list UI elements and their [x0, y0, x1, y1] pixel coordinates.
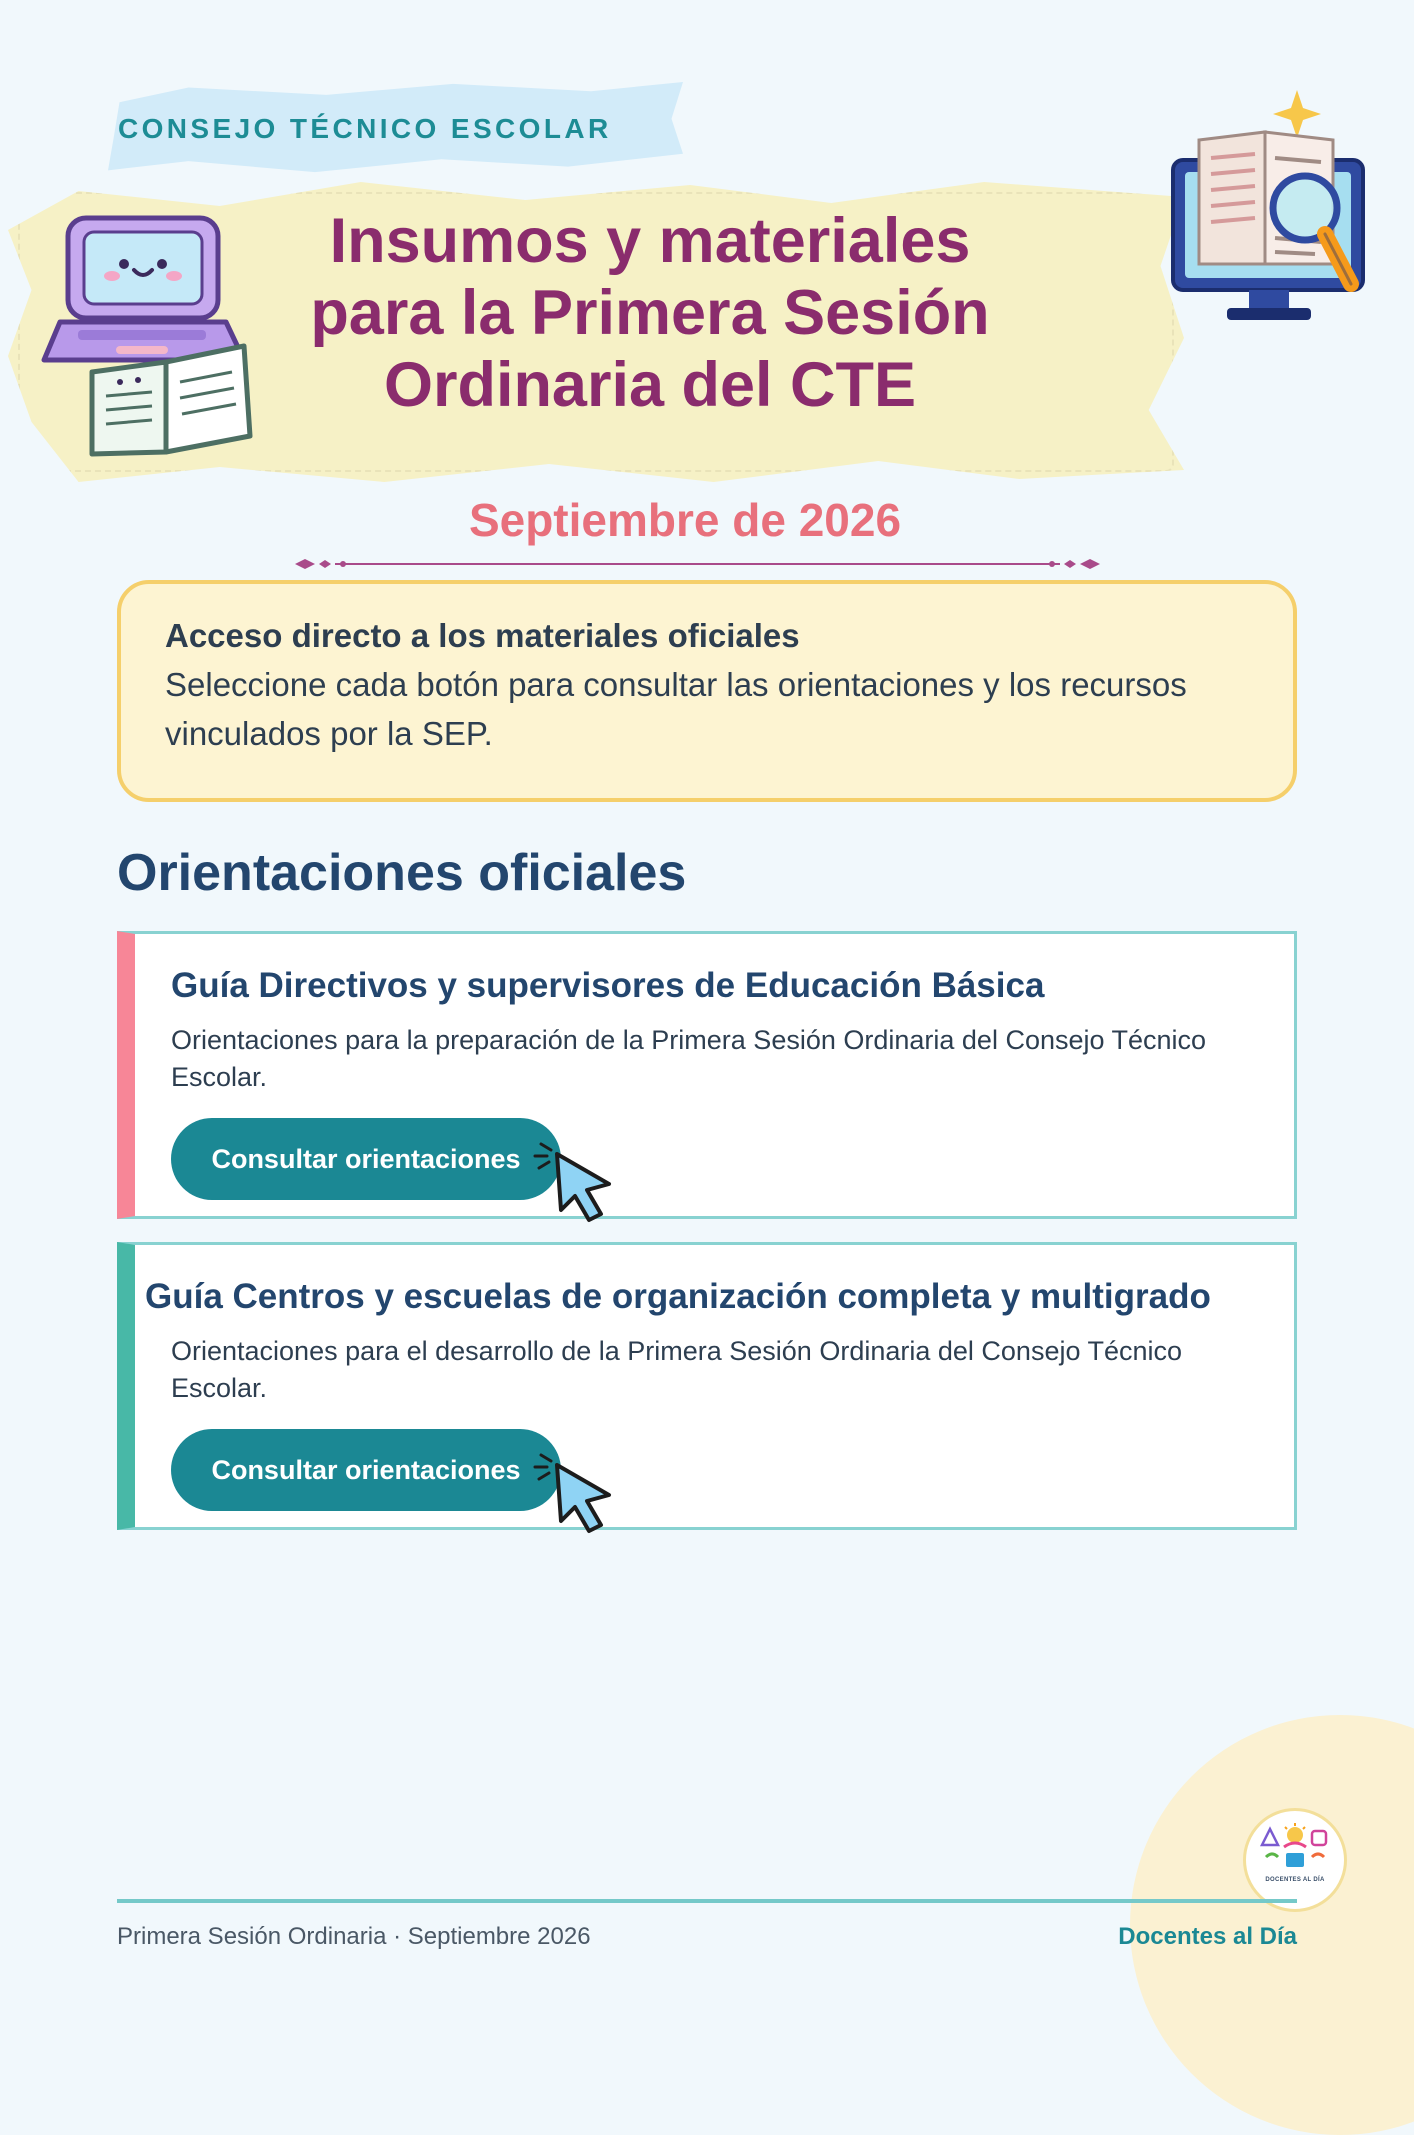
eyebrow-label: CONSEJO TÉCNICO ESCOLAR: [118, 113, 612, 144]
page-title: [225, 205, 1075, 421]
docentes-al-dia-logo: [1243, 1808, 1347, 1912]
consult-guidelines-button[interactable]: Consultar orientaciones: [171, 1429, 561, 1511]
ornamental-divider: [295, 556, 1100, 572]
info-title: Acceso directo a los materiales oficiales: [165, 617, 800, 654]
footer-brand: Docentes al Día: [1118, 1923, 1297, 1950]
card-description: Orientaciones para el desarrollo de la Primera Sesión Ordinaria del Consejo Técnico Escolar.: [171, 1336, 1183, 1403]
title-line-2: para la Primera Sesión: [310, 278, 990, 348]
footer-left-text: Primera Sesión Ordinaria · Septiembre 2026: [117, 1923, 591, 1950]
logo-emblem-icon: [1258, 1823, 1332, 1875]
title-line-1: Insumos y materiales: [329, 206, 971, 276]
pointer-cursor-icon: [533, 1451, 623, 1539]
guide-card-directivos: [117, 931, 1297, 1219]
logo-caption: DOCENTES AL DÍA: [1265, 1877, 1325, 1883]
card-title: Guía Centros y escuelas de organización completa y multigrado: [145, 1277, 1211, 1316]
title-line-3: Ordinaria del CTE: [383, 350, 917, 420]
sparkle-icon: [1273, 90, 1321, 138]
footer-divider: [117, 1899, 1297, 1903]
monitor-icon: [1165, 88, 1380, 333]
pointer-cursor-icon: [533, 1140, 623, 1228]
card-title: Guía Directivos y supervisores de Educación Básica: [171, 966, 1045, 1005]
date-subtitle: Septiembre de 2026: [468, 494, 902, 546]
info-callout: [117, 580, 1297, 802]
guide-card-centros: [117, 1242, 1297, 1530]
section-title: Orientaciones oficiales: [117, 844, 687, 902]
consult-guidelines-button[interactable]: Consultar orientaciones: [171, 1118, 561, 1200]
info-text: Seleccione cada botón para consultar las orientaciones y los recursos vinculados por la SEP.: [165, 666, 1187, 752]
laptop-body: [44, 218, 244, 360]
card-description: Orientaciones para la preparación de la Primera Sesión Ordinaria del Consejo Técnico Escolar.: [171, 1025, 1207, 1092]
